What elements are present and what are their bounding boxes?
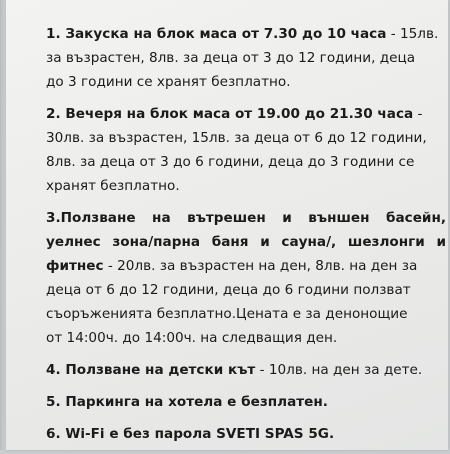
text-line: [46, 174, 446, 198]
item-heading: 5. Паркинга на хотела е безплатен.: [46, 394, 328, 410]
item-text: 8лв. за деца от 3 до 6 години, деца до 3 години се: [46, 154, 415, 170]
item-text: 30лв. за възрастен, 15лв. за деца от 6 до 12 години,: [46, 130, 427, 146]
text-line: [46, 254, 446, 278]
text-line: [46, 326, 446, 350]
item-text: съоръженията безплатно.Цената е за денонощие: [46, 306, 408, 322]
list-item-pool-wellness: [46, 206, 446, 350]
item-text: деца от 6 до 12 години, деца до 6 години ползват: [46, 282, 411, 298]
item-heading: 1. Закуска на блок маса от 7.30 до 10 часа: [46, 26, 387, 42]
item-text: до 3 години се хранят безплатно.: [46, 74, 291, 90]
item-text: от 14:00ч. до 14:00ч. на следващия ден.: [46, 330, 338, 346]
text-line: [46, 46, 446, 70]
item-text: -: [413, 106, 423, 122]
text-line: [46, 22, 446, 46]
text-line: [46, 302, 446, 326]
text-line: [46, 70, 446, 94]
text-line: [46, 150, 446, 174]
price-list: [46, 22, 446, 454]
list-item-parking: [46, 390, 446, 414]
text-line: [46, 358, 446, 382]
item-heading: фитнес: [46, 258, 104, 274]
list-item-dinner: [46, 102, 446, 198]
text-line: [46, 126, 446, 150]
item-heading: 4. Ползване на детски кът: [46, 362, 256, 378]
item-text: - 10лв. на ден за дете.: [255, 362, 423, 378]
text-line: [46, 278, 446, 302]
item-text: - 15лв.: [386, 26, 439, 42]
text-line: [46, 422, 446, 446]
item-heading: 6. Wi-Fi е без парола SVETI SPAS 5G.: [46, 426, 335, 442]
list-item-breakfast: [46, 22, 446, 94]
item-text: за възрастен, 8лв. за деца от 3 до 12 години, деца: [46, 50, 416, 66]
item-text: хранят безплатно.: [46, 178, 180, 194]
item-heading: уелнес зона/парна баня и сауна/, шезлонги и: [46, 234, 446, 250]
item-text: - 20лв. за възрастен на ден, 8лв. на ден за: [103, 258, 418, 274]
item-heading: 3.Ползване на вътрешен и външен басейн,: [46, 210, 446, 226]
item-heading: 2. Вечеря на блок маса от 19.00 до 21.30 часа: [46, 106, 414, 122]
text-line: [46, 206, 446, 230]
list-item-kids-corner: [46, 358, 446, 382]
paper-sheet: [6, 0, 448, 450]
text-line: [46, 230, 446, 254]
text-line: [46, 390, 446, 414]
list-item-wifi: [46, 422, 446, 446]
text-line: [46, 102, 446, 126]
